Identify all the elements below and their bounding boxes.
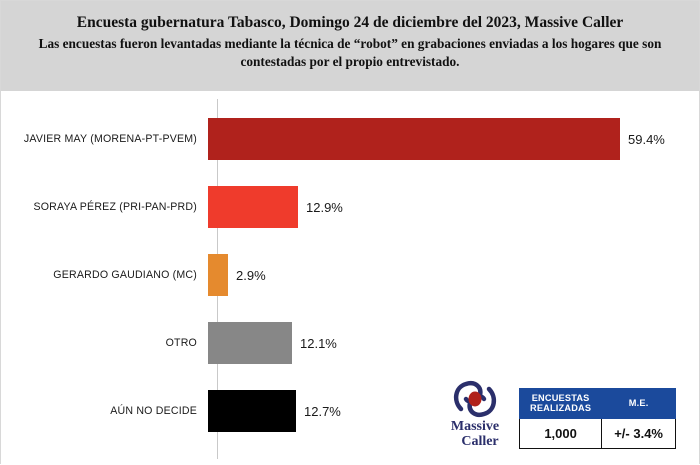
stats-value-row bbox=[520, 419, 676, 449]
brand-block bbox=[439, 379, 676, 449]
bar-row bbox=[1, 173, 699, 241]
massive-caller-logo-icon bbox=[453, 379, 497, 419]
bar-otro bbox=[208, 322, 292, 364]
bar-row bbox=[1, 309, 699, 377]
bar-soraya-perez bbox=[208, 186, 298, 228]
chart-area bbox=[1, 91, 699, 465]
bar-label: OTRO bbox=[165, 337, 197, 349]
stats-header-encuestas-line2: REALIZADAS bbox=[530, 403, 592, 414]
bar-value: 12.9% bbox=[306, 199, 343, 215]
bar-value: 12.1% bbox=[300, 335, 337, 351]
bar-track bbox=[207, 254, 699, 296]
bar-label: AÚN NO DECIDE bbox=[110, 405, 197, 417]
bar-value: 59.4% bbox=[628, 131, 665, 147]
bar-label: SORAYA PÉREZ (PRI-PAN-PRD) bbox=[33, 201, 197, 213]
bar-row bbox=[1, 105, 699, 173]
bar-label: GERARDO GAUDIANO (MC) bbox=[53, 269, 197, 281]
stats-value-margin-error: +/- 3.4% bbox=[602, 419, 676, 449]
stats-value-sample-size: 1,000 bbox=[520, 419, 602, 449]
bar-value: 2.9% bbox=[236, 267, 266, 283]
stats-header-encuestas bbox=[520, 388, 602, 418]
page-subtitle: Las encuestas fueron levantadas mediante la técnica de “robot” en grabaciones enviadas a los hogares que son contestadas por el propio entrevistado. bbox=[38, 36, 662, 69]
bar-track bbox=[207, 186, 699, 228]
stats-header-encuestas-line1: ENCUESTAS bbox=[531, 392, 590, 403]
bar-track bbox=[207, 118, 699, 160]
bar-track bbox=[207, 322, 699, 364]
brand-name bbox=[451, 420, 499, 449]
brand-logo bbox=[439, 379, 511, 449]
bar-label: JAVIER MAY (MORENA-PT-PVEM) bbox=[23, 133, 197, 145]
brand-name-line1: Massive bbox=[450, 419, 500, 435]
page-title: Encuesta gubernatura Tabasco, Domingo 24 de diciembre del 2023, Massive Caller bbox=[76, 14, 624, 31]
stats-table bbox=[519, 388, 676, 449]
bar-gerardo-gaudiano bbox=[208, 254, 228, 296]
bar-javier-may bbox=[208, 118, 620, 160]
chart-header bbox=[1, 1, 699, 91]
brand-name-line2: Caller bbox=[461, 433, 499, 449]
bar-value: 12.7% bbox=[304, 403, 341, 419]
stats-header-row bbox=[520, 388, 676, 418]
bar-row bbox=[1, 241, 699, 309]
stats-header-margin-error: M.E. bbox=[602, 388, 676, 418]
bar-aun-no-decide bbox=[208, 390, 296, 432]
